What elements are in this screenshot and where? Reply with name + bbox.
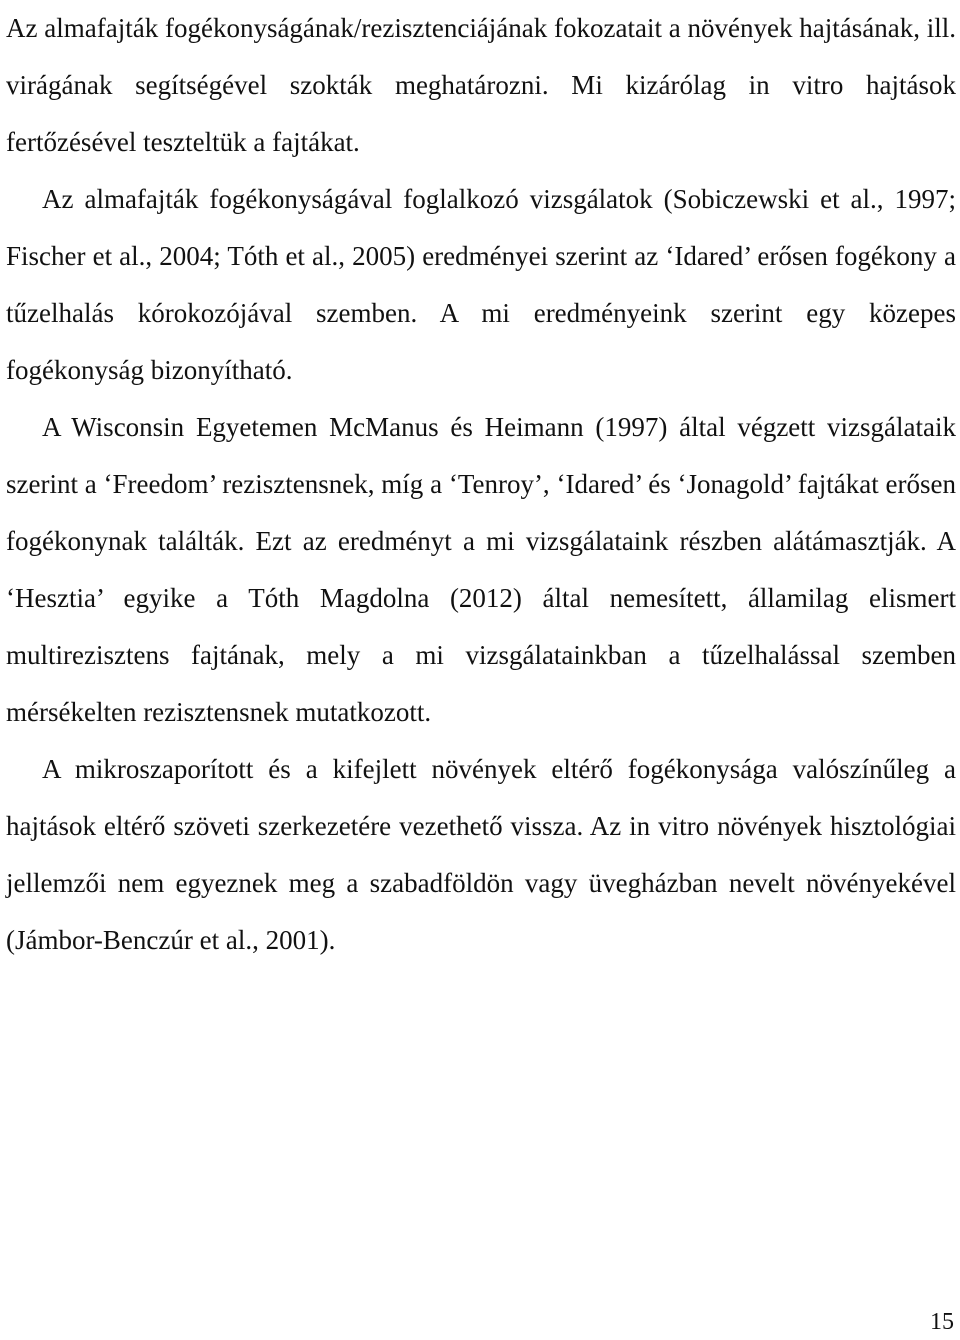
body-text [6, 0, 956, 969]
paragraph-3: A Wisconsin Egyetemen McManus és Heimann (1997) által végzett vizsgálataik szerint a ‘Freedom’ rezisztensnek, míg a ‘Tenroy’, ‘Idared’ és ‘Jonagold’ fajtákat erősen fogékonynak találták. Ezt az eredményt a mi vizsgálataink részben alátámasztják. A ‘Hesztia’ egyike a Tóth Magdolna (2012) által nemesített, államilag elismert multirezisztens fajtának, mely a mi vizsgálatainkban a tűzelhalással szemben mérsékelten rezisztensnek mutatkozott. [6, 412, 956, 727]
paragraph-2: Az almafajták fogékonyságával foglalkozó vizsgálatok (Sobiczewski et al., 1997; Fischer et al., 2004; Tóth et al., 2005) eredményei szerint az ‘Idared’ erősen fogékony a tűzelhalás kórokozójával szemben. A mi eredményeink szerint egy közepes fogékonyság bizonyítható. [6, 184, 956, 385]
paragraph-1: Az almafajták fogékonyságának/rezisztenciájának fokozatait a növények hajtásának, ill. virágának segítségével szokták meghatározni. Mi kizárólag in vitro hajtások fertőzésével teszteltük a fajtákat. [6, 13, 956, 157]
page-number: 15 [930, 1309, 954, 1335]
paragraph-4: A mikroszaporított és a kifejlett növények eltérő fogékonysága valószínűleg a hajtások eltérő szöveti szerkezetére vezethető vissza. Az in vitro növények hisztológiai jellemzői nem egyeznek meg a szabadföldön vagy üvegházban nevelt növényekével (Jámbor-Benczúr et al., 2001). [6, 754, 956, 955]
